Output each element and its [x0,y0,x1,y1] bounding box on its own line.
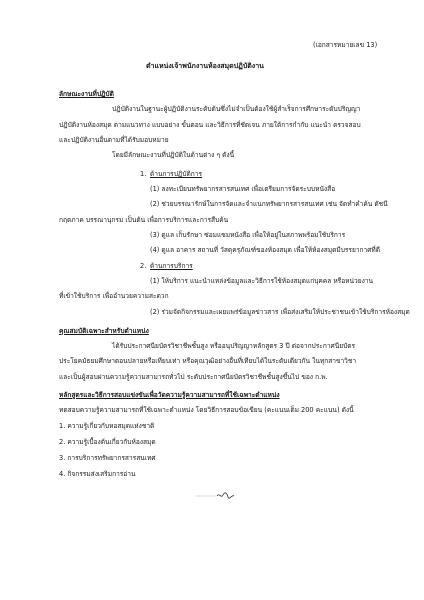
intro-lead: โดยมีลักษณะงานที่ปฏิบัติในด้านต่าง ๆ ดังนี้ [112,151,235,159]
intro-line-2: ปฏิบัติงานห้องสมุด ตามแนวทาง แบบอย่าง ขั้นตอน และวิธีการที่ชัดเจน ภายใต้การกำกับ แนะนำ ตรวจสอบ [59,121,361,129]
intro-line-1: ปฏิบัติงานในฐานะผู้ปฏิบัติงานระดับต้นซึ่งไม่จำเป็นต้องใช้ผู้สำเร็จการศึกษาระดับปริญญา [112,105,361,113]
service-item-1: (1) ให้บริการ แนะนำแหล่งข้อมูลและวิธีการใช้ห้องสมุดแก่บุคคล หรือหน่วยงาน [150,277,374,285]
qualifications-line-2: ประโยคมัธยมศึกษาตอนปลายหรือเทียบเท่า หรือคุณวุฒิอย่างอื่นที่เทียบได้ในระดับเดียวกัน ในทุกสาขาวิชา [59,357,357,365]
service-number: 2. [140,262,147,270]
service-heading: ด้านการบริการ [150,262,193,270]
intro-line-3: และปฏิบัติงานอื่นตามที่ได้รับมอบหมาย [59,136,169,144]
service-item-2: (2) ร่วมจัดกิจกรรมและเผยแพร่ข้อมูลข่าวสาร เพื่อส่งเสริมให้ประชาชนเข้าใช้บริการห้องสมุด [150,308,410,316]
qualifications-heading: คุณสมบัติเฉพาะสำหรับตำแหน่ง [59,327,149,335]
exam-item-4: 4. กิจกรรมส่งเสริมการอ่าน [59,470,136,478]
document-reference: (เอกสารหมายเลข 13) [313,41,378,49]
exam-item-3: 3. การบริการทรัพยากรสารสนเทศ [59,454,156,462]
operations-item-1: (1) ลงทะเบียนทรัพยากรสารสนเทศ เพื่อเตรียมการจัดระบบหนังสือ [150,185,336,193]
exam-item-1: 1. ความรู้เกี่ยวกับหอสมุดแห่งชาติ [59,422,155,430]
exam-intro: ทดสอบความรู้ความสามารถที่ใช้เฉพาะตำแหน่ง โดยวิธีการสอบข้อเขียน (คะแนนเต็ม 200 คะแนน) ดังนี้ [59,406,354,414]
service-item-1-cont: ที่เข้าใช้บริการ เพื่ออำนวยความสะดวก [59,292,169,300]
signature-mark [196,490,238,500]
exam-item-2: 2. ความรู้เบื้องต้นเกี่ยวกับห้องสมุด [59,438,156,446]
qualifications-line-1: ได้รับประกาศนียบัตรวิชาชีพชั้นสูง หรืออนุปริญญาหลักสูตร 3 ปี ต่อจากประกาศนียบัตร [112,342,356,350]
operations-item-3: (3) ดูแล เก็บรักษา ซ่อมแซมหนังสือ เพื่อให้อยู่ในสภาพพร้อมใช้บริการ [150,231,346,239]
operations-item-2-cont: กฤตภาค บรรณานุกรม เป็นต้น เพื่อการบริการและการสืบค้น [59,216,229,224]
qualifications-line-3: และเป็นผู้สอบผ่านความรู้ความสามารถทั่วไป ระดับประกาศนียบัตรวิชาชีพชั้นสูงขึ้นไป ของ ก.พ. [59,373,328,381]
exam-heading: หลักสูตรและวิธีการสอบแข่งขันเพื่อวัดความรู้ความสามารถที่ใช้เฉพาะตำแหน่ง [59,391,280,399]
job-description-heading: ลักษณะงานที่ปฏิบัติ [59,90,114,98]
operations-item-2: (2) ช่วยบรรณารักษ์ในการจัดและจำแนกทรัพยากรสารสนเทศ เช่น จัดทำคำค้น ดัชนี [150,200,388,208]
operations-heading: ด้านการปฏิบัติการ [150,170,203,178]
document-title: ตำแหน่งเจ้าพนักงานห้องสมุดปฏิบัติงาน [146,62,264,70]
operations-number: 1. [140,170,147,178]
operations-item-4: (4) ดูแล อาคาร สถานที่ วัสดุครุภัณฑ์ของห้องสมุด เพื่อให้ห้องสมุดมีบรรยากาศที่ดี [150,246,381,254]
